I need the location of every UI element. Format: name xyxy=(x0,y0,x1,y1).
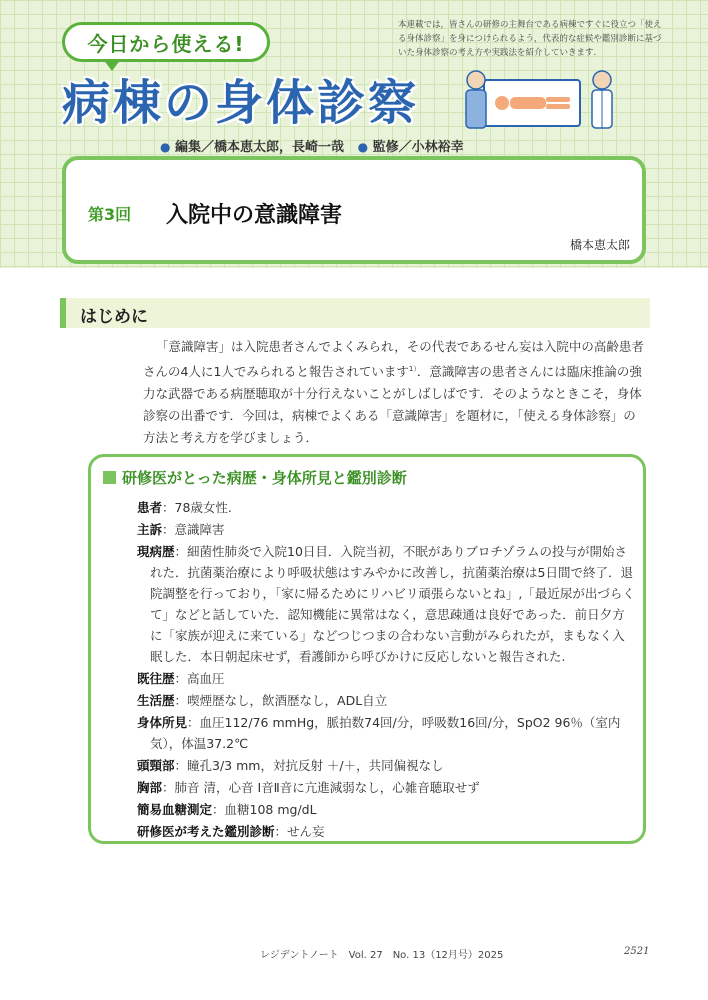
journal-citation: レジデントノート Vol. 27 No. 13（12月号）2025 xyxy=(260,950,504,961)
case-heading-text: 研修医がとった病歴・身体所見と鑑別診断 xyxy=(122,469,407,487)
article-title: 入院中の意識障害 xyxy=(166,203,343,228)
case-item-value: ：せん妄 xyxy=(274,824,325,839)
case-item-blood-glucose xyxy=(137,799,637,820)
case-item-label: 現病歴 xyxy=(137,544,175,559)
case-item-value: ：瞳孔3/3 mm，対抗反射 ＋/＋，共同偏視なし xyxy=(174,758,444,773)
case-item-value: ：肺音 清，心音 Ⅰ音Ⅱ音に亢進減弱なし，心雑音聴取せず xyxy=(162,780,480,795)
series-title: 病棟の身体診察 xyxy=(62,75,420,131)
case-item-chest xyxy=(137,777,637,798)
case-item-value: ：血糖108 mg/dL xyxy=(212,802,317,817)
case-item-label: 頭頸部 xyxy=(137,758,175,773)
section-heading-intro xyxy=(60,298,650,328)
case-item-patient xyxy=(137,497,637,518)
case-details-list xyxy=(137,497,637,843)
editors-line xyxy=(160,136,464,155)
case-item-label: 身体所見 xyxy=(137,715,188,730)
case-item-social-history xyxy=(137,690,637,711)
case-item-label: 既往歴 xyxy=(137,671,175,686)
case-item-chief-complaint xyxy=(137,519,637,540)
series-intro-note: 本連載では，皆さんの研修の主舞台である病棟ですぐに役立つ「使える身体診察」を身につけられるよう，代表的な症候や鑑別診断に基づいた身体診察の考え方や実践法を紹介していきます. xyxy=(398,20,662,58)
case-item-value: ：意識障害 xyxy=(162,522,225,537)
case-heading xyxy=(103,467,407,488)
case-item-value: ：細菌性肺炎で入院10日目．入院当初，不眠がありブロチゾラムの投与が開始された．抗菌薬治療により呼吸状態はすみやかに改善し，抗菌薬治療は5日間で終了．退院調整を行っており，「家に帰るためにリハビリ頑張らないとね」,「最近尿が出づらくて」などと話していた．認知機能に異常はなく，意思疎通は良好であった．前日夕方に「家族が迎えに来ている」などつじつまの合わない言動がみられたが，まもなく入眠した．本日朝起床せず，看護師から呼びかけに反応しないと報告された. xyxy=(150,544,635,664)
case-item-label: 主訴 xyxy=(137,522,163,537)
supervisor-label: 監修／小林裕幸 xyxy=(372,140,464,155)
article-title-box xyxy=(62,156,646,264)
case-item-value: ：喫煙歴なし，飲酒歴なし，ADL自立 xyxy=(174,693,388,708)
bullet-icon: ● xyxy=(160,140,171,154)
doctors-examining-patient-illustration xyxy=(462,66,622,146)
case-item-label: 生活歴 xyxy=(137,693,175,708)
page-number: 2521 xyxy=(624,946,650,957)
series-tagline-bubble: 今日から使える! xyxy=(62,22,270,62)
case-item-label: 簡易血糖測定 xyxy=(137,802,213,817)
case-box xyxy=(88,454,646,844)
page-footer xyxy=(0,946,708,962)
series-header xyxy=(0,0,708,268)
reference-superscript: 1） xyxy=(408,365,417,373)
case-item-head-neck xyxy=(137,755,637,776)
case-item-value: ：78歳女性. xyxy=(162,500,232,515)
episode-number: 第3回 xyxy=(88,205,132,224)
bullet-icon: ● xyxy=(357,140,369,154)
case-item-value: ：高血圧 xyxy=(174,671,225,686)
case-item-label: 胸部 xyxy=(137,780,163,795)
case-item-present-illness xyxy=(137,541,637,667)
case-item-label: 研修医が考えた鑑別診断 xyxy=(137,824,275,839)
intro-paragraph xyxy=(143,336,647,449)
section-heading-text: はじめに xyxy=(80,307,148,327)
case-item-physical-findings xyxy=(137,712,637,754)
square-bullet-icon xyxy=(103,471,116,484)
case-item-differential xyxy=(137,821,637,842)
article-author: 橋本恵太郎 xyxy=(569,238,630,252)
case-item-past-history xyxy=(137,668,637,689)
editors-label: 編集／橋本恵太郎，長崎一哉 xyxy=(175,140,345,155)
intro-text-part1: 「意識障害」は入院患者さんでよくみられ，その代表であるせん妄は入院中の高齢患者さんの4人に1人でみられると報告されています xyxy=(143,339,644,380)
case-item-label: 患者 xyxy=(137,500,163,515)
intro-text-part2: ．意識障害の患者さんには臨床推論の強力な武器である病歴聴取が十分行えないことがしばしばです．そのようなときこそ，身体診察の出番です．今回は，病棟でよくある「意識障害」を題材に，「使える身体診察」の方法と考え方を学びましょう． xyxy=(143,364,642,446)
case-item-value: ：血圧112/76 mmHg，脈拍数74回/分，呼吸数16回/分，SpO2 96％（室内気），体温37.2℃ xyxy=(150,715,621,751)
